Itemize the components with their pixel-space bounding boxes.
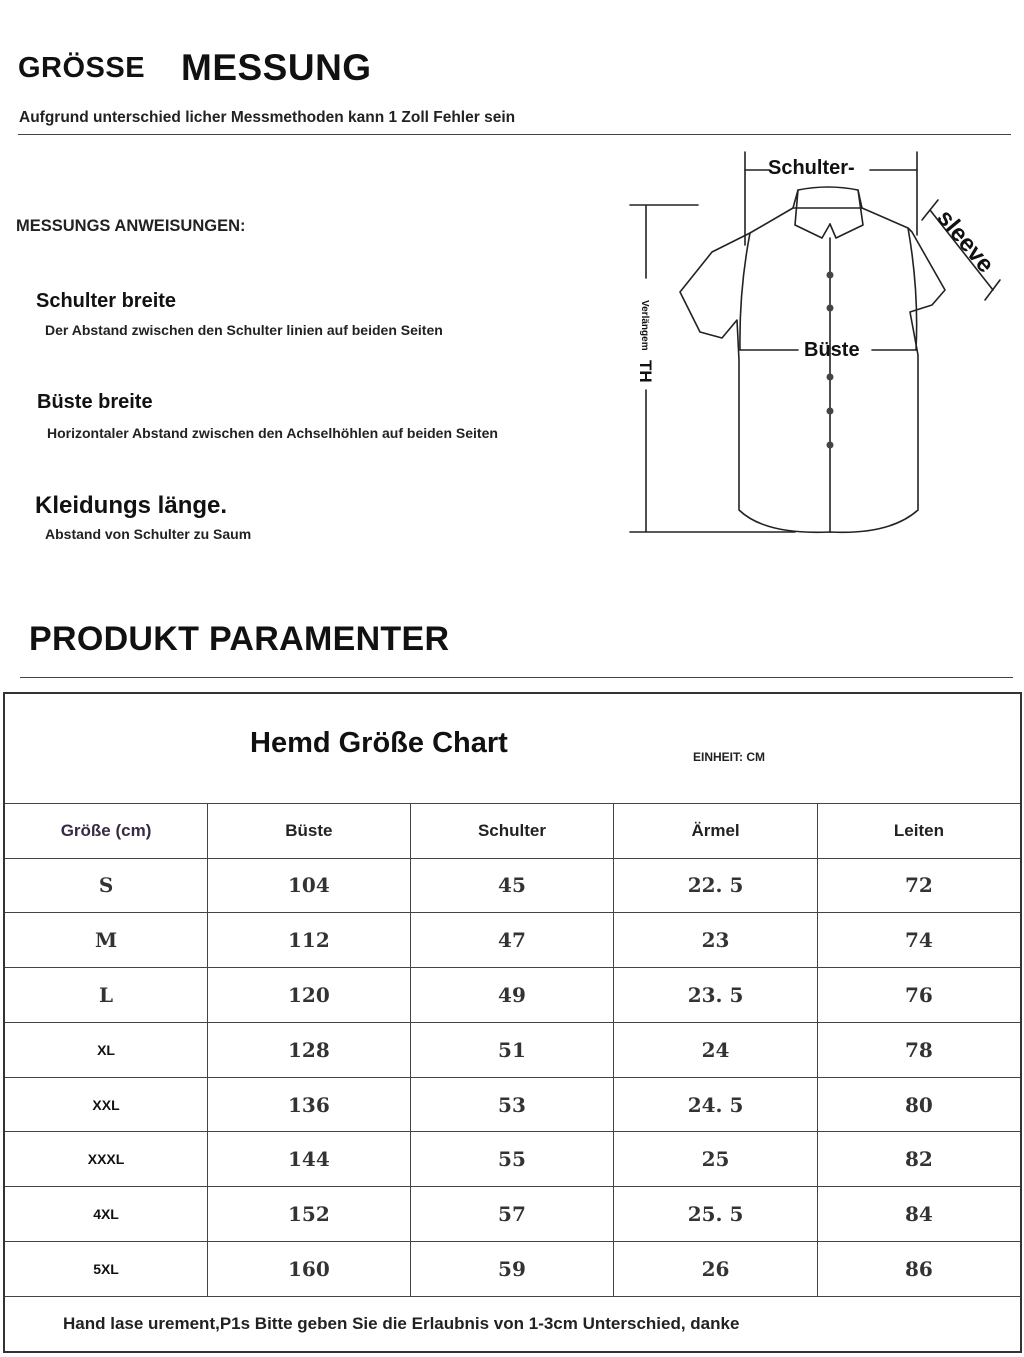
shoulder-cell: 45 xyxy=(410,858,614,913)
instructions-title: MESSUNGS ANWEISUNGEN: xyxy=(16,217,246,235)
bust-cell: 144 xyxy=(208,1132,411,1187)
left-armhole-seam xyxy=(740,233,750,350)
size-cell: S xyxy=(4,858,208,913)
column-header-size: Größe (cm) xyxy=(4,803,208,858)
length-cell: 80 xyxy=(817,1077,1021,1132)
sleeve-label: sleeve xyxy=(931,204,1000,279)
length-cell: 86 xyxy=(817,1242,1021,1297)
shoulder-cell: 47 xyxy=(410,913,614,968)
length-cell: 84 xyxy=(817,1187,1021,1242)
bust-cell: 120 xyxy=(208,968,411,1023)
bust-cell: 128 xyxy=(208,1022,411,1077)
size-chart-footer-note: Hand lase urement,P1s Bitte geben Sie die Erlaubnis von 1-3cm Unterschied, danke xyxy=(4,1296,1021,1352)
shoulder-cell: 53 xyxy=(410,1077,614,1132)
size-cell: 4XL xyxy=(4,1187,208,1242)
column-header-shoulder: Schulter xyxy=(410,803,614,858)
column-header-sleeve: Ärmel xyxy=(614,803,818,858)
shoulder-cell: 59 xyxy=(410,1242,614,1297)
table-row xyxy=(4,1242,1021,1297)
length-cell: 82 xyxy=(817,1132,1021,1187)
shoulder-label: Schulter- xyxy=(768,157,855,179)
length-label-small: Verlängem xyxy=(639,300,650,351)
product-parameters-heading: PRODUKT PARAMENTER xyxy=(29,620,450,658)
sleeve-cell: 24. 5 xyxy=(614,1077,818,1132)
sleeve-cell: 23. 5 xyxy=(614,968,818,1023)
garment-length-description: Abstand von Schulter zu Saum xyxy=(45,526,252,542)
divider xyxy=(20,677,1013,678)
table-row xyxy=(4,1132,1021,1187)
shirt-measurement-diagram xyxy=(600,140,1024,560)
right-armhole-seam xyxy=(908,228,917,350)
shoulder-cell: 57 xyxy=(410,1187,614,1242)
length-cell: 72 xyxy=(817,858,1021,913)
sleeve-cell: 25. 5 xyxy=(614,1187,818,1242)
measurement-heading: MESSUNG xyxy=(181,47,372,88)
bust-width-title: Büste breite xyxy=(37,391,153,413)
length-cell: 74 xyxy=(817,913,1021,968)
size-cell: 5XL xyxy=(4,1242,208,1297)
size-cell: XL xyxy=(4,1022,208,1077)
size-cell: XXL xyxy=(4,1077,208,1132)
size-chart-table xyxy=(3,692,1022,1353)
length-cell: 78 xyxy=(817,1022,1021,1077)
length-label-big: TH xyxy=(636,360,655,383)
size-cell: XXXL xyxy=(4,1132,208,1187)
bust-cell: 152 xyxy=(208,1187,411,1242)
divider xyxy=(18,134,1011,135)
table-row xyxy=(4,1187,1021,1242)
shirt-body-outline xyxy=(680,208,945,532)
length-cell: 76 xyxy=(817,968,1021,1023)
size-chart-title: Hemd Größe Chart xyxy=(250,727,508,759)
sleeve-cell: 22. 5 xyxy=(614,858,818,913)
sleeve-cell: 25 xyxy=(614,1132,818,1187)
shoulder-cell: 55 xyxy=(410,1132,614,1187)
collar-left-wing xyxy=(795,190,830,238)
sleeve-cell: 23 xyxy=(614,913,818,968)
column-header-length: Leiten xyxy=(817,803,1021,858)
shoulder-cell: 51 xyxy=(410,1022,614,1077)
bust-label: Büste xyxy=(804,339,860,361)
size-chart-unit: EINHEIT: CM xyxy=(693,750,765,764)
bust-width-description: Horizontaler Abstand zwischen den Achselhöhlen auf beiden Seiten xyxy=(47,425,498,441)
table-row xyxy=(4,1022,1021,1077)
table-row xyxy=(4,1077,1021,1132)
shoulder-width-description: Der Abstand zwischen den Schulter linien auf beiden Seiten xyxy=(45,322,443,338)
size-chart-title-cell xyxy=(4,693,1021,803)
bust-cell: 112 xyxy=(208,913,411,968)
shoulder-width-title: Schulter breite xyxy=(36,290,177,312)
size-cell: L xyxy=(4,968,208,1023)
table-row xyxy=(4,858,1021,913)
table-row xyxy=(4,913,1021,968)
size-heading: GRÖSSE xyxy=(18,52,146,84)
sleeve-cell: 24 xyxy=(614,1022,818,1077)
bust-cell: 136 xyxy=(208,1077,411,1132)
table-row xyxy=(4,968,1021,1023)
collar-band xyxy=(793,187,862,208)
size-cell: M xyxy=(4,913,208,968)
collar-right-wing xyxy=(830,190,863,238)
column-header-bust: Büste xyxy=(208,803,411,858)
sleeve-cell: 26 xyxy=(614,1242,818,1297)
measurement-error-note: Aufgrund unterschied licher Messmethoden kann 1 Zoll Fehler sein xyxy=(19,109,516,126)
bust-cell: 160 xyxy=(208,1242,411,1297)
shoulder-cell: 49 xyxy=(410,968,614,1023)
bust-cell: 104 xyxy=(208,858,411,913)
garment-length-title: Kleidungs länge. xyxy=(35,492,228,519)
table-header-row xyxy=(4,803,1021,858)
